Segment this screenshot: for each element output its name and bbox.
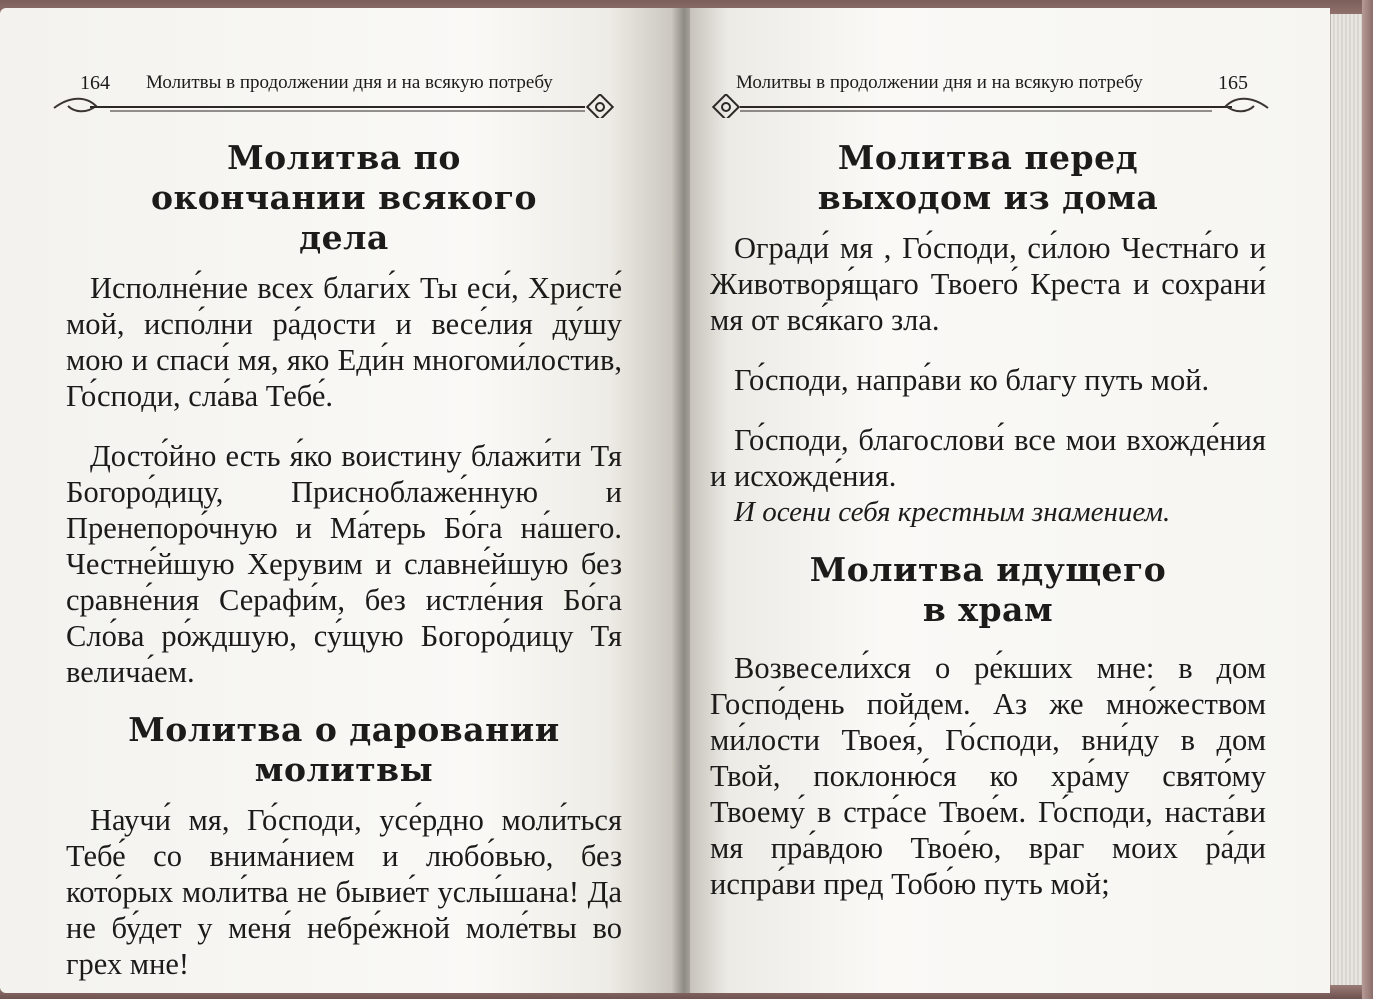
prayer-paragraph: Досто́йно есть я́ко воистину блажи́ти Тя Богоро́дицу, Присноблаже́нную и Пренепоро́чную и Ма́терь Бо́га на́шего. Честне́йшую Херувим и славне́йшую без сравне́ния Серафи́м, без истле́ния Бо́га Сло́ва ро́ждшую, су́щую Богоро́дицу Тя велича́ем. — [66, 439, 622, 689]
prayer-paragraph: Исполне́ние всех благи́х Ты еси́, Христе́ мой, испо́лни ра́дости и весе́лия ду́шу мою и спаси́ мя, яко Еди́н многоми́лостив, Го́споди, сла́ва Тебе́. — [66, 271, 622, 413]
left-header-ornament — [50, 94, 620, 118]
page-edges — [1330, 14, 1363, 985]
left-page-number: 164 — [80, 72, 110, 94]
right-header-ornament — [706, 94, 1272, 118]
prayer-paragraph: Го́споди, напра́ви ко благу путь мой. — [734, 363, 1210, 397]
section-heading: Молитва идущего в храм — [809, 550, 1167, 629]
left-running-head: Молитвы в продолжении дня и на всякую потребу — [146, 72, 553, 93]
section-heading: Молитва по окончании всякого дела — [150, 138, 538, 257]
book-cover-edge — [1362, 0, 1373, 999]
prayer-paragraph: Го́споди, благослови́ все мои вхожде́ния и исхожде́ния. — [710, 423, 1266, 493]
prayer-paragraph: Научи́ мя, Го́споди, усе́рдно моли́ться Тебе́ со внима́нием и любо́вью, без кото́рых моли́тва не бывие́т услы́шана! Да не бу́дет у меня́ небре́жной моле́твы во грех мне! — [66, 803, 622, 981]
prayer-paragraph: Возвесели́хся о ре́кших мне: в дом Госпо́день пойдем. Аз же мно́жеством ми́лости Твоея́, Го́споди, вни́ду в дом Твой, поклоню́ся ко хра́му свято́му Твоему́ в стра́се Твое́м. Го́споди, наста́ви мя пра́вдою Твое́ю, враг моих ра́ди испра́ви пред Тобо́ю путь мой; — [710, 651, 1266, 901]
right-page-number: 165 — [1218, 72, 1248, 94]
right-page-content — [710, 138, 1266, 902]
prayer-paragraph: Огради́ мя , Го́споди, си́лою Честна́го и Животворя́щаго Твоего́ Креста и сохрани́ мя от вся́каго зла. — [710, 231, 1266, 337]
section-heading: Молитва о даровании молитвы — [128, 710, 560, 789]
left-page-content — [66, 138, 622, 982]
instruction-note: И осени себя крестным знамением. — [734, 496, 1171, 528]
section-heading: Молитва перед выходом из дома — [817, 138, 1159, 217]
right-running-head: Молитвы в продолжении дня и на всякую потребу — [736, 72, 1143, 93]
